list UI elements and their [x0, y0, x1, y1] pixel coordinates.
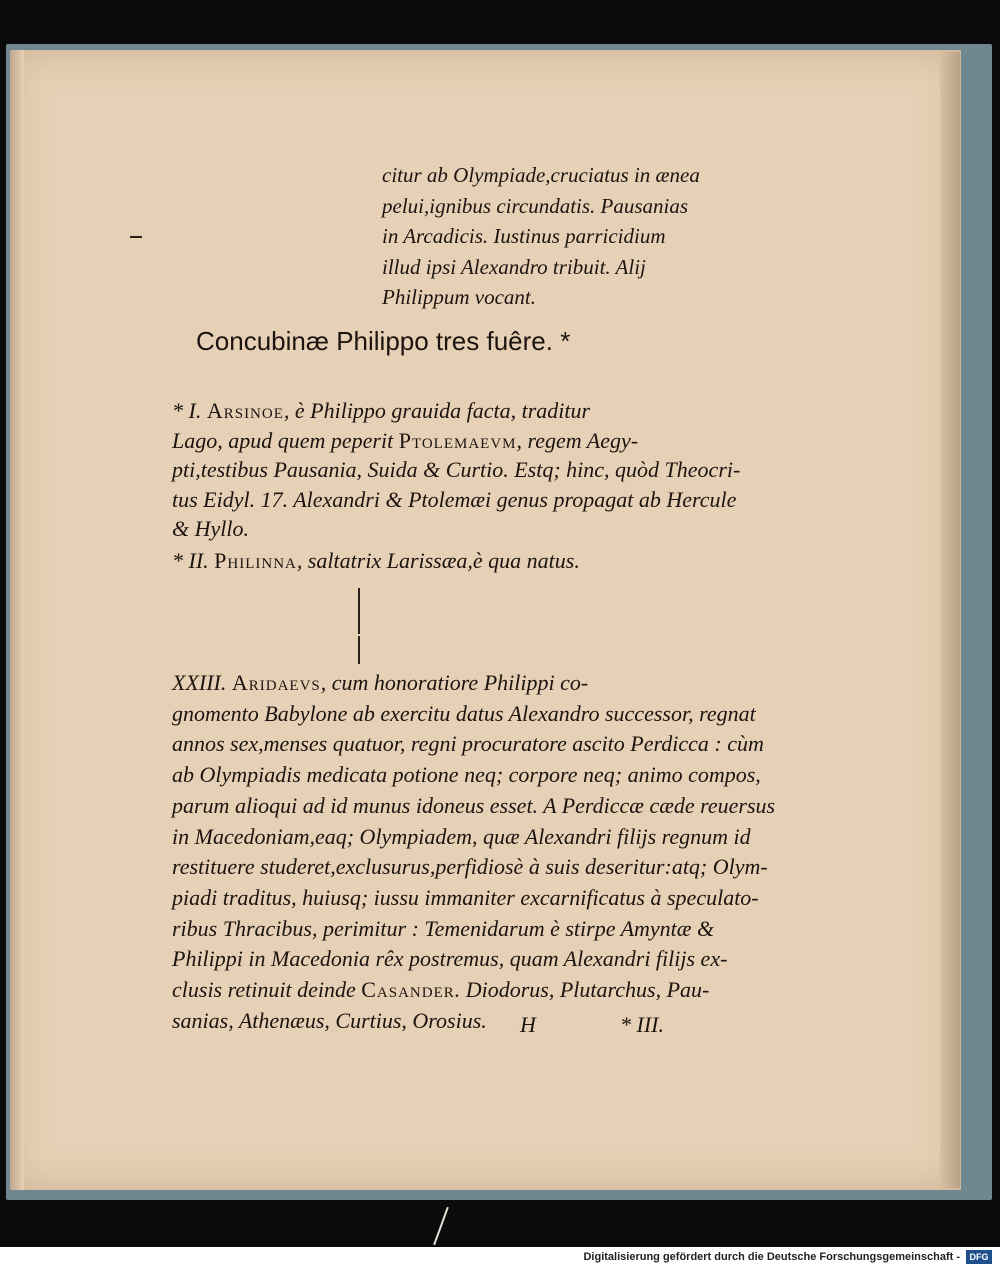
signature-mark: H [520, 1012, 536, 1037]
thread [433, 1207, 449, 1245]
text-line: piadi traditus, huiusq; iussu immaniter excarnificatus à speculato- [172, 884, 759, 910]
note-line: Philippum vocant. [382, 285, 536, 309]
genealogy-line [358, 588, 360, 634]
text-line: * II. Philinna, saltatrix Larissæa,è qua natus. [172, 548, 580, 573]
text-line: * I. Arsinoe, è Philippo grauida facta, traditur [172, 398, 591, 423]
text-line: clusis retinuit deinde Casander. Diodorus, Plutarchus, Pau- [172, 977, 710, 1002]
text-line: tus Eidyl. 17. Alexandri & Ptolemæi genus propagat ab Hercule [172, 486, 737, 512]
genealogy-line [358, 636, 360, 664]
dfg-logo: DFG [966, 1250, 992, 1264]
text-line: ab Olympiadis medicata potione neq; corpore neq; animo compos, [172, 762, 761, 788]
text-line: sanias, Athenæus, Curtius, Orosius. [172, 1007, 487, 1033]
section-heading: Concubinæ Philippo tres fuêre. * [196, 326, 571, 356]
text-line: XXIII. Aridaevs, cum honoratiore Philippi co- [172, 670, 589, 695]
text-line: Philippi in Macedonia rêx postremus, quam Alexandri filijs ex- [172, 946, 728, 972]
text-line: restituere studeret,exclusurus,perfidiosè à suis deseritur:atq; Olym- [172, 854, 768, 880]
text-line: pti,testibus Pausania, Suida & Curtio. Estq; hinc, quòd Theocri- [172, 457, 741, 482]
text-line: & Hyllo. [172, 516, 249, 541]
text-line: ribus Thracibus, perimitur : Temenidarum è stirpe Amyntæ & [172, 915, 715, 941]
page-gutter [10, 50, 24, 1190]
text-line: annos sex,menses quatuor, regni procuratore ascito Perdicca : cùm [172, 731, 764, 757]
funding-credit: Digitalisierung gefördert durch die Deutsche Forschungsgemeinschaft - [583, 1251, 960, 1263]
note-line: illud ipsi Alexandro tribuit. Alij [382, 254, 646, 279]
text-line: gnomento Babylone ab exercitu datus Alexandro successor, regnat [172, 700, 756, 726]
margin-dash [130, 236, 142, 238]
text-line: parum alioqui ad id munus idoneus esset. A Perdiccæ cæde reuersus [172, 792, 776, 818]
text-line: Lago, apud quem peperit Ptolemaevm, regem Aegy- [172, 427, 639, 453]
note-line: in Arcadicis. Iustinus parricidium [382, 224, 666, 248]
note-line: pelui,ignibus circundatis. Pausanias [382, 193, 689, 218]
note-line: citur ab Olympiade,cruciatus in ænea [382, 163, 700, 187]
text-line: in Macedoniam,eaq; Olympiadem, quæ Alexandri filijs regnum id [172, 823, 751, 849]
catchword: * III. [620, 1012, 664, 1037]
page-edge [940, 52, 960, 1188]
